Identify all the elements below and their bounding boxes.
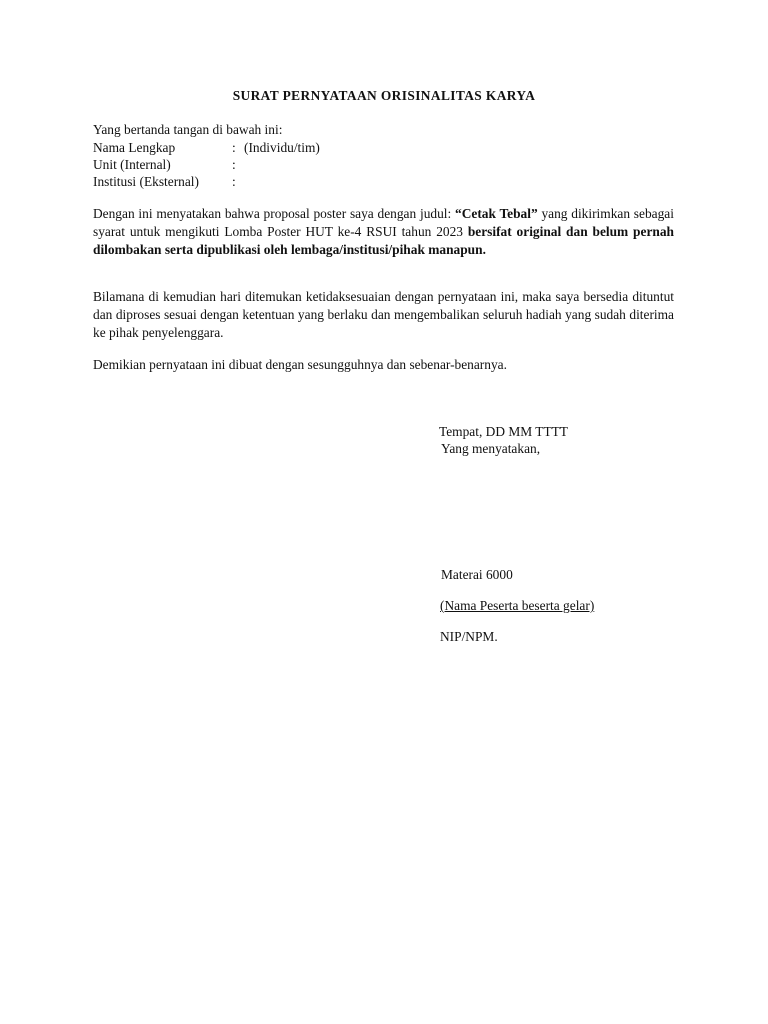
field-row-nama [93,139,493,156]
field-label: Institusi (Eksternal) [93,174,199,189]
signer-nip: NIP/NPM. [440,629,498,644]
document-title: SURAT PERNYATAAN ORISINALITAS KARYA [232,88,536,103]
originality-statement-bold: bersifat original dan belum pernah dilombakan serta dipublikasi oleh lembaga/institusi/pihak manapun. [93,224,674,257]
field-label: Unit (Internal) [93,157,171,172]
field-row-institusi [93,173,493,190]
poster-title-bold: “Cetak Tebal” [455,206,538,221]
statement-paragraph [93,205,674,259]
statement-text-2: yang dikirimkan sebagai syarat untuk mengikuti Lomba Poster HUT ke-4 RSUI tahun 2023 [93,206,674,239]
field-colon: : [232,157,236,172]
consequence-paragraph: Bilamana di kemudian hari ditemukan ketidaksesuaian dengan pernyataan ini, maka saya bersedia dituntut dan diproses sesuai dengan ketentuan yang berlaku dan mengembalikan seluruh hadiah yang sudah diterima ke pihak penyelenggara. [93,289,674,340]
place-date: Tempat, DD MM TTTT [439,424,568,439]
field-colon: : [232,174,236,189]
identity-fields [93,139,493,190]
signer-name: (Nama Peserta beserta gelar) [440,598,595,613]
signer-statement: Yang menyatakan, [441,441,541,456]
closing-paragraph: Demikian pernyataan ini dibuat dengan sesungguhnya dan sebenar-benarnya. [93,357,507,372]
field-value: (Individu/tim) [244,140,320,155]
intro-line: Yang bertanda tangan di bawah ini: [93,122,283,137]
field-colon: : [232,140,236,155]
statement-text-1: Dengan ini menyatakan bahwa proposal poster saya dengan judul: [93,206,456,221]
field-label: Nama Lengkap [93,140,176,155]
field-row-unit [93,156,493,173]
materai-label: Materai 6000 [441,567,513,582]
